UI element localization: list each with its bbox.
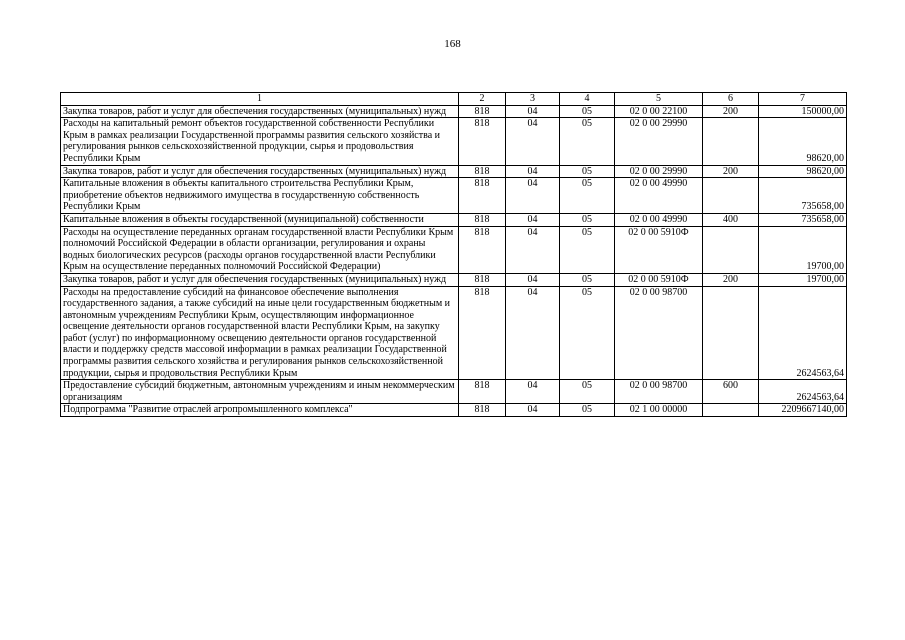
subsection-code: 05 — [560, 273, 615, 286]
expense-name: Закупка товаров, работ и услуг для обеспечения государственных (муниципальных) нужд — [61, 105, 459, 118]
amount: 19700,00 — [759, 226, 847, 273]
subsection-code: 05 — [560, 213, 615, 226]
expense-type-code — [703, 404, 759, 417]
amount: 735658,00 — [759, 213, 847, 226]
target-article-code: 02 1 00 00000 — [615, 404, 703, 417]
amount: 98620,00 — [759, 118, 847, 165]
section-code: 04 — [506, 380, 560, 404]
target-article-code: 02 0 00 29990 — [615, 118, 703, 165]
budget-table — [60, 92, 847, 417]
column-header: 4 — [560, 93, 615, 106]
expense-name: Расходы на капитальный ремонт объектов государственной собственности Республики Крым в рамках реализации Государственной программы развития сельского хозяйства и регулирования рынков сельскохозяйственной продукции, сырья и продовольствия Республики Крым — [61, 118, 459, 165]
expense-type-code: 400 — [703, 213, 759, 226]
ministry-code: 818 — [459, 286, 506, 380]
page-number: 168 — [444, 38, 461, 50]
expense-type-code: 600 — [703, 380, 759, 404]
table-row — [61, 165, 847, 178]
table-row — [61, 286, 847, 380]
ministry-code: 818 — [459, 380, 506, 404]
section-code: 04 — [506, 105, 560, 118]
expense-type-code — [703, 286, 759, 380]
column-header: 5 — [615, 93, 703, 106]
expense-name: Подпрограмма "Развитие отраслей агропромышленного комплекса" — [61, 404, 459, 417]
table-row — [61, 380, 847, 404]
table-row — [61, 118, 847, 165]
section-code: 04 — [506, 178, 560, 214]
expense-name: Расходы на осуществление переданных органам государственной власти Республики Крым полномочий Российской Федерации в области организации, регулирования и охраны водных биологических ресурсов (расходы органов государственной власти Республики Крым на осуществление переданных полномочий Российской Федерации) — [61, 226, 459, 273]
expense-name: Капитальные вложения в объекты государственной (муниципальной) собственности — [61, 213, 459, 226]
ministry-code: 818 — [459, 118, 506, 165]
amount: 98620,00 — [759, 165, 847, 178]
column-header: 1 — [61, 93, 459, 106]
section-code: 04 — [506, 286, 560, 380]
table-row — [61, 213, 847, 226]
column-header: 7 — [759, 93, 847, 106]
section-code: 04 — [506, 213, 560, 226]
table-header-row — [61, 93, 847, 106]
amount: 735658,00 — [759, 178, 847, 214]
target-article-code: 02 0 00 49990 — [615, 213, 703, 226]
expense-name: Расходы на предоставление субсидий на финансовое обеспечение выполнения государственного задания, а также субсидий на иные цели государственным бюджетным и автономным учреждениям Республики Крым, осуществляющим информационное освещение деятельности органов государственной власти Республики Крым, на закупку работ (услуг) по информационному освещению деятельности органов государственной власти и поддержку средств массовой информации в рамках реализации Государственной программы развития сельского хозяйства и регулирования рынков сельскохозяйственной продукции, сырья и продовольствия Республики Крым — [61, 286, 459, 380]
expense-type-code: 200 — [703, 273, 759, 286]
expense-type-code — [703, 178, 759, 214]
column-header: 3 — [506, 93, 560, 106]
amount: 2624563,64 — [759, 380, 847, 404]
section-code: 04 — [506, 118, 560, 165]
expense-type-code — [703, 118, 759, 165]
expense-type-code — [703, 226, 759, 273]
subsection-code: 05 — [560, 105, 615, 118]
amount: 150000,00 — [759, 105, 847, 118]
column-header: 6 — [703, 93, 759, 106]
amount: 2624563,64 — [759, 286, 847, 380]
ministry-code: 818 — [459, 226, 506, 273]
target-article-code: 02 0 00 98700 — [615, 286, 703, 380]
section-code: 04 — [506, 165, 560, 178]
target-article-code: 02 0 00 49990 — [615, 178, 703, 214]
ministry-code: 818 — [459, 273, 506, 286]
subsection-code: 05 — [560, 380, 615, 404]
ministry-code: 818 — [459, 105, 506, 118]
subsection-code: 05 — [560, 286, 615, 380]
table-row — [61, 226, 847, 273]
expense-name: Закупка товаров, работ и услуг для обеспечения государственных (муниципальных) нужд — [61, 273, 459, 286]
amount: 2209667140,00 — [759, 404, 847, 417]
table-row — [61, 178, 847, 214]
subsection-code: 05 — [560, 404, 615, 417]
target-article-code: 02 0 00 5910Ф — [615, 226, 703, 273]
expense-type-code: 200 — [703, 105, 759, 118]
target-article-code: 02 0 00 22100 — [615, 105, 703, 118]
target-article-code: 02 0 00 29990 — [615, 165, 703, 178]
ministry-code: 818 — [459, 213, 506, 226]
ministry-code: 818 — [459, 178, 506, 214]
expense-type-code: 200 — [703, 165, 759, 178]
target-article-code: 02 0 00 5910Ф — [615, 273, 703, 286]
section-code: 04 — [506, 273, 560, 286]
subsection-code: 05 — [560, 178, 615, 214]
expense-name: Предоставление субсидий бюджетным, автономным учреждениям и иным некоммерческим организациям — [61, 380, 459, 404]
expense-name: Закупка товаров, работ и услуг для обеспечения государственных (муниципальных) нужд — [61, 165, 459, 178]
ministry-code: 818 — [459, 165, 506, 178]
expense-name: Капитальные вложения в объекты капитального строительства Республики Крым, приобретение объектов недвижимого имущества в государственную собственность Республики Крым — [61, 178, 459, 214]
table-row — [61, 105, 847, 118]
subsection-code: 05 — [560, 165, 615, 178]
subsection-code: 05 — [560, 226, 615, 273]
target-article-code: 02 0 00 98700 — [615, 380, 703, 404]
subsection-code: 05 — [560, 118, 615, 165]
section-code: 04 — [506, 226, 560, 273]
section-code: 04 — [506, 404, 560, 417]
table-row — [61, 273, 847, 286]
table-row — [61, 404, 847, 417]
column-header: 2 — [459, 93, 506, 106]
ministry-code: 818 — [459, 404, 506, 417]
amount: 19700,00 — [759, 273, 847, 286]
